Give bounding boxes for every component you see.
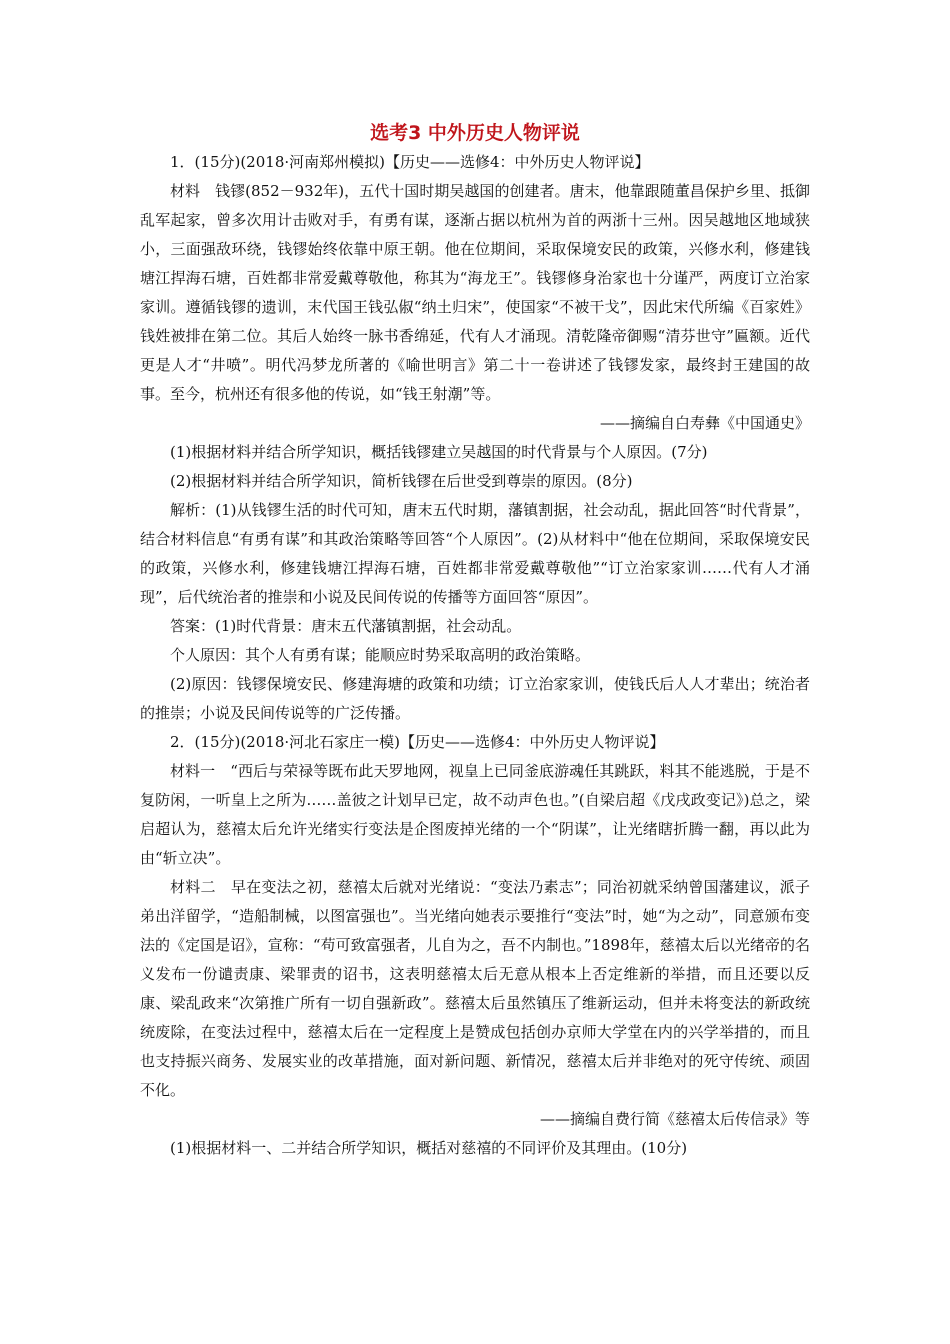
q1-source: ——摘编自白寿彝《中国通史》	[599, 414, 810, 432]
q1-answer-2: 个人原因：其个人有勇有谋；能顺应时势采取高明的政治策略。	[170, 646, 591, 664]
q2-material-1: 材料一 “西后与荣禄等既布此天罗地网，视皇上已同釜底游魂任其跳跃，料其不能逃脱，于是不复防闲，一听皇上之所为……盖彼之计划早已定，故不动声色也。”(自梁启超《戊戌政变记》)总之，梁启超认为，慈禧太后允许光绪实行变法是企图废掉光绪的一个“阴谋”，让光绪瞎折腾一翻，再以此为由“斩立决”。	[140, 762, 810, 867]
q1-sub-question-1: (1)根据材料并结合所学知识，概括钱镠建立吴越国的时代背景与个人原因。(7分)	[170, 443, 708, 461]
q1-answer-3: (2)原因：钱镠保境安民、修建海塘的政策和功绩；订立治家家训，使钱氏后人人才辈出；统治者的推崇；小说及民间传说等的广泛传播。	[140, 675, 810, 722]
q2-heading: 2．(15分)(2018·河北石家庄一模)【历史——选修4：中外历史人物评说】	[170, 733, 665, 751]
q2-sub-question-1: (1)根据材料一、二并结合所学知识，概括对慈禧的不同评价及其理由。(10分)	[170, 1139, 688, 1157]
q2-material-2: 材料二 早在变法之初，慈禧太后就对光绪说：“变法乃素志”；同治初就采纳曾国藩建议，派子弟出洋留学，“造船制械，以图富强也”。当光绪向她表示要推行“变法”时，她“为之动”，同意颁布变法的《定国是诏》，宣称：“苟可致富强者，儿自为之，吾不内制也。”1898年，慈禧太后以光绪帝的名义发布一份谴责康、梁罪责的诏书，这表明慈禧太后无意从根本上否定维新的举措，而且还要以反康、梁乱政来“次第推广所有一切自强新政”。慈禧太后虽然镇压了维新运动，但并未将变法的新政统统废除，在变法过程中，慈禧太后在一定程度上是赞成包括创办京师大学堂在内的兴学举措的，而且也支持振兴商务、发展实业的改革措施，面对新问题、新情况，慈禧太后并非绝对的死守传统、顽固不化。	[140, 878, 810, 1099]
q2-source: ——摘编自费行简《慈禧太后传信录》等	[539, 1110, 810, 1128]
q1-material: 材料 钱镠(852－932年)，五代十国时期吴越国的创建者。唐末，他靠跟随董昌保护乡里、抵御乱军起家，曾多次用计击败对手，有勇有谋，逐渐占据以杭州为首的两浙十三州。因吴越地区地域狭小，三面强敌环绕，钱镠始终依靠中原王朝。他在位期间，采取保境安民的政策，兴修水利，修建钱塘江捍海石塘，百姓都非常爱戴尊敬他，称其为“海龙王”。钱镠修身治家也十分谨严，两度订立治家家训。遵循钱镠的遗训，末代国王钱弘俶“纳土归宋”，使国家“不被干戈”，因此宋代所编《百家姓》钱姓被排在第二位。其后人始终一脉书香绵延，代有人才涌现。清乾隆帝御赐“清芬世守”匾额。近代更是人才“井喷”。明代冯梦龙所著的《喻世明言》第二十一卷讲述了钱镠发家，最终封王建国的故事。至今，杭州还有很多他的传说，如“钱王射潮”等。	[140, 182, 810, 403]
page-title: 选考3 中外历史人物评说	[370, 122, 580, 144]
document-page	[140, 118, 810, 1163]
q1-heading: 1．(15分)(2018·河南郑州模拟)【历史——选修4：中外历史人物评说】	[170, 153, 650, 171]
q1-sub-question-2: (2)根据材料并结合所学知识，简析钱镠在后世受到尊崇的原因。(8分)	[170, 472, 633, 490]
q1-answer-1: 答案：(1)时代背景：唐末五代藩镇割据，社会动乱。	[170, 617, 522, 635]
q1-analysis: 解析：(1)从钱镠生活的时代可知，唐末五代时期，藩镇割据，社会动乱，据此回答“时代背景”，结合材料信息“有勇有谋”和其政治策略等回答“个人原因”。(2)从材料中“他在位期间，采取保境安民的政策，兴修水利，修建钱塘江捍海石塘，百姓都非常爱戴尊敬他”“订立治家家训……代有人才涌现”，后代统治者的推崇和小说及民间传说的传播等方面回答“原因”。	[140, 501, 810, 606]
